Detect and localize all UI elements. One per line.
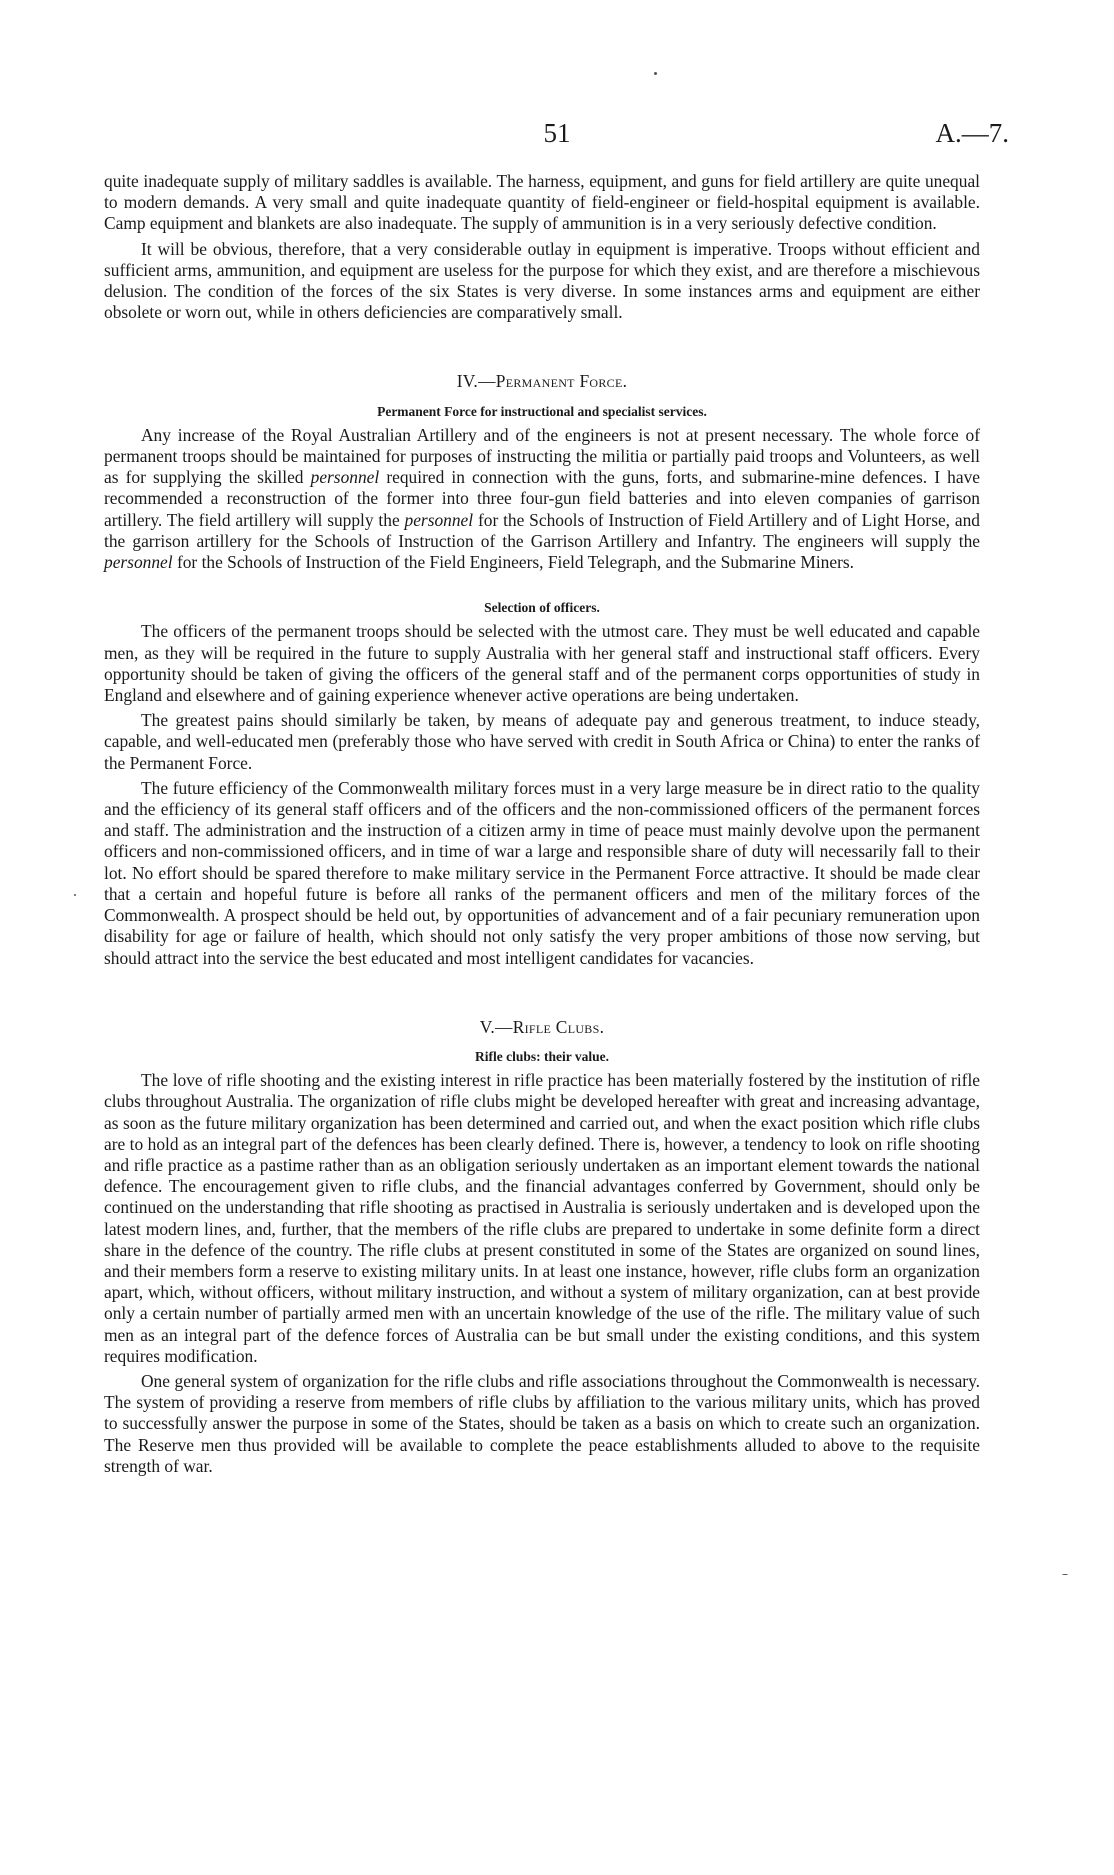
paragraph: The officers of the permanent troops should be selected with the utmost care. They must be well educated and capable men, as they will be required in the future to supply Australia with her general staff and instructional staff officers. Every opportunity should be taken of giving the officers of the general staff and of the permanent corps opportunities of study in England and elsewhere and of gaining experience whenever active operations are being undertaken.	[104, 621, 980, 706]
subheading-selection-of-officers: Selection of officers.	[484, 600, 600, 616]
text-run: for the Schools of Instruction of the Field Engineers, Field Telegraph, and the Submarine Miners.	[172, 552, 854, 573]
document-reference: A.—7.	[935, 118, 1009, 148]
section-heading-rifle-clubs: V.—Rifle Clubs.	[479, 1016, 605, 1037]
italic-term: personnel	[104, 552, 173, 573]
scan-speck	[74, 894, 76, 896]
text-run: for the Schools of Instruction of Field Artillery and of Light Horse, and the garrison artillery for the Schools of Instruction of the Garrison Artillery and Infantry. The engineers will supply the	[104, 509, 980, 551]
scan-speck	[1062, 1574, 1068, 1575]
paragraph: quite inadequate supply of military saddles is available. The harness, equipment, and guns for field artillery are quite unequal to modern demands. A very small and quite inadequate quantity of field-engineer or field-hospital equipment is available. Camp equipment and blankets are also inadequate. The supply of ammunition is in a very seriously defective condition.	[104, 171, 980, 234]
paragraph: It will be obvious, therefore, that a very considerable outlay in equipment is imperative. Troops without efficient and sufficient arms, ammunition, and equipment are useless for the purpose for which they exist, and are therefore a mischievous delusion. The condition of the forces of the six States is very diverse. In some instances arms and equipment are either obsolete or worn out, while in others deficiencies are comparatively small.	[104, 238, 980, 323]
scan-speck	[654, 72, 657, 75]
paragraph	[104, 425, 980, 573]
italic-term: personnel	[404, 509, 474, 530]
italic-term: personnel	[310, 467, 380, 488]
text-run: required in connection with the guns, forts, and submarine-mine defences. I have recommended a reconstruction of the former into three four-gun field batteries and into eleven companies of garrison artillery. The field artillery will supply the	[104, 467, 980, 530]
page-number: 51	[543, 118, 571, 148]
paragraph: The future efficiency of the Commonwealth military forces must in a very large measure be in direct ratio to the quality and the efficiency of its general staff officers and of the officers and the non-commissioned officers of the permanent forces and staff. The administration and the instruction of a citizen army in time of peace must mainly devolve upon the permanent officers and non-commissioned officers, and in time of war a large and responsible share of duty will necessarily fall to their lot. No effort should be spared therefore to make military service in the Permanent Force attractive. It should be made clear that a certain and hopeful future is before all ranks of the permanent officers and men of the military forces of the Commonwealth. A prospect should be held out, by opportunities of advancement and of a fair pecuniary remuneration upon disability for age or failure of health, which should not only satisfy the very proper ambitions of those now serving, but should attract into the service the best educated and most intelligent candidates for vacancies.	[104, 777, 980, 968]
section-heading-permanent-force: IV.—Permanent Force.	[456, 371, 628, 392]
paragraph: The love of rifle shooting and the existing interest in rifle practice has been materially fostered by the institution of rifle clubs throughout Australia. The organization of rifle clubs might be developed hereafter with great and increasing advantage, as soon as the future military organization has been determined and carried out, and when the exact position which rifle clubs are to hold as an integral part of the defences has been clearly defined. There is, however, a tendency to look on rifle shooting and rifle practice as a pastime rather than as an obligation seriously undertaken as an important element towards the national defence. The encouragement given to rifle clubs, and the financial advantages conferred by Government, should only be continued on the understanding that rifle shooting as practised in Australia is seriously undertaken and is developed upon the latest modern lines, and, further, that the members of the rifle clubs are prepared to undertake in some definite form a direct share in the defence of the country. The rifle clubs at present constituted in some of the States are organized on sound lines, and their members form a reserve to existing military units. In at least one instance, however, rifle clubs form an organization apart, which, without officers, without military instruction, and without a system of military organization, can at best provide only a certain number of partially armed men with an uncertain knowledge of the use of the rifle. The military value of such men as an integral part of the defence forces of Australia can be but small under the existing conditions, and this system requires modification.	[104, 1070, 980, 1366]
paragraph: One general system of organization for the rifle clubs and rifle associations throughout the Commonwealth is necessary. The system of providing a reserve from members of rifle clubs by affiliation to the various military units, which has proved to successfully answer the purpose in some of the States, should be taken as a basis on which to create such an organization. The Reserve men thus provided will be available to complete the peace establishments alluded to above to the requisite strength of war.	[104, 1370, 980, 1476]
text-run: Any increase of the Royal Australian Artillery and of the engineers is not at present necessary. The whole force of permanent troops should be maintained for purposes of instructing the militia or partially paid troops and Volunteers, as well as for supplying the skilled	[104, 424, 980, 488]
paragraph: The greatest pains should similarly be taken, by means of adequate pay and generous treatment, to induce steady, capable, and well-educated men (preferably those who have served with credit in South Africa or China) to enter the ranks of the Permanent Force.	[104, 710, 980, 773]
subheading-instructional-services: Permanent Force for instructional and specialist services.	[377, 403, 707, 419]
body-text	[104, 171, 980, 1481]
subheading-rifle-clubs-value: Rifle clubs: their value.	[475, 1048, 609, 1064]
